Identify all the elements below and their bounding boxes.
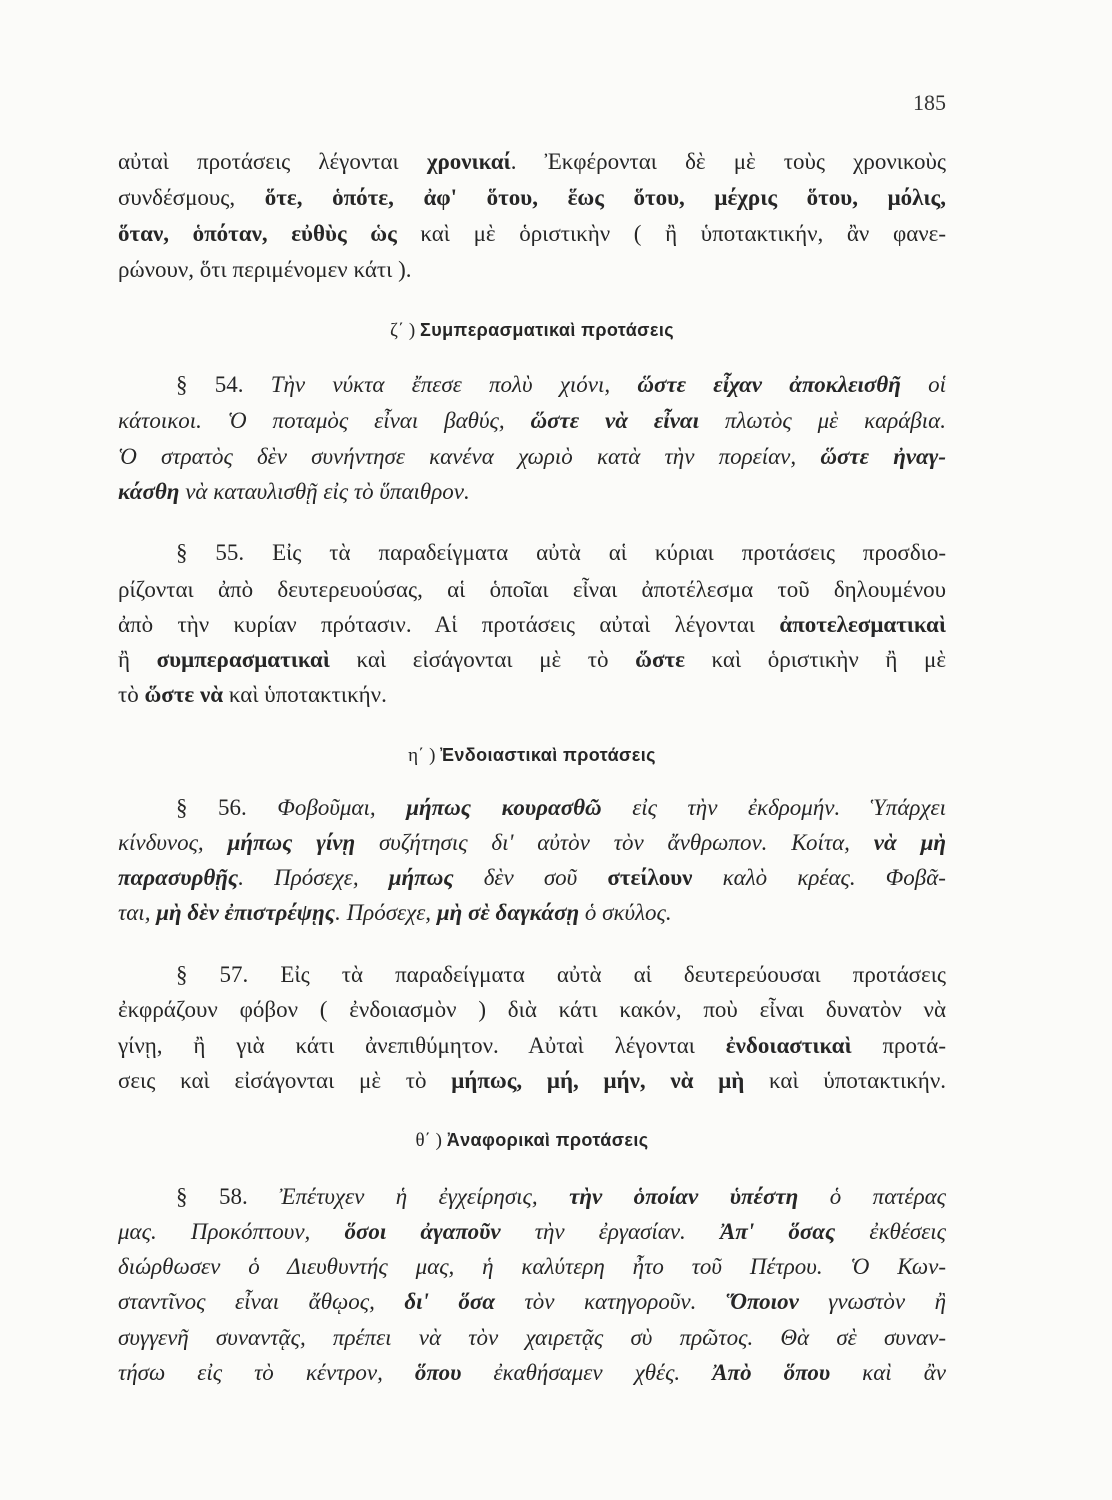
bold-term: ὅταν, ὁπόταν, εὐθὺς ὡς [118, 221, 397, 246]
bold-term: ὥστε [635, 647, 685, 672]
example-text: καὶ ἂν [830, 1360, 946, 1385]
bold-term: τὴν ὁποίαν ὑπέστη [569, 1184, 799, 1209]
bold-term: μήπως κουρασθῶ [406, 795, 602, 820]
text-line [118, 406, 946, 436]
text-run: γίνῃ, ἢ γιὰ κάτι ἀνεπιθύμητον. Αὐταὶ λέγονται [118, 1033, 726, 1058]
example-text: γνωστὸν ἢ [798, 1289, 946, 1314]
example-text: ὁ σκύλος. [579, 900, 672, 925]
text-line [118, 477, 946, 507]
text-run: . Ἐκφέρονται δὲ μὲ τοὺς χρονικοὺς [510, 149, 946, 174]
text-run: συνδέσμους, [118, 185, 265, 210]
text-run: ἀπὸ τὴν κυρίαν πρότασιν. Αἱ προτάσεις αὐταὶ λέγονται [118, 612, 780, 637]
example-text: κίνδυνος, [118, 830, 228, 855]
text-run: Εἰς τὰ παραδείγματα αὐτὰ αἱ κύριαι προτάσεις προσδιο- [272, 540, 947, 565]
heading-number: η΄ ) [408, 745, 441, 766]
example-text: τήσω εἰς τὸ κέντρον, [118, 1360, 415, 1385]
text-run: καὶ ὁριστικὴν ἢ μὲ [684, 647, 947, 672]
text-line [176, 538, 946, 568]
text-line [118, 255, 946, 285]
example-text: κάτοικοι. Ὁ ποταμὸς εἶναι βαθύς, [118, 408, 531, 433]
bold-term: ὅτε, ὁπότε, ἀφ' ὅτου, ἕως ὅτου, μέχρις ὅτου, μόλις, [264, 185, 946, 210]
text-line [176, 793, 946, 823]
bold-term: κάσθη [118, 479, 180, 504]
section-number: § 58. [176, 1184, 280, 1209]
example-text: ἐκθέσεις [835, 1219, 946, 1244]
text-run: καὶ ὑποτακτικήν. [744, 1068, 946, 1093]
bold-term: ὅσοι ἀγαποῦν [344, 1219, 501, 1244]
text-line [118, 645, 946, 675]
bold-term: χρονικαί [426, 149, 511, 174]
example-text: τὴν ἐργασίαν. [500, 1219, 720, 1244]
bold-term: μὴ σὲ δαγκάσῃ [436, 900, 580, 925]
text-line [118, 1066, 946, 1096]
text-line [118, 680, 946, 710]
text-line [118, 995, 946, 1025]
bold-term: συμπερασματικαὶ [156, 647, 330, 672]
text-line [118, 219, 946, 249]
text-line [176, 370, 946, 400]
text-line [118, 442, 946, 472]
text-line [118, 147, 946, 177]
text-line [118, 183, 946, 213]
text-line [118, 610, 946, 640]
example-text: δὲν σοῦ [453, 865, 608, 890]
bold-term: ὥστε νὰ [144, 682, 224, 707]
example-text: ται, [118, 900, 157, 925]
text-line [118, 828, 946, 858]
example-text: σταντῖνος εἶναι ἄθῳος, [118, 1289, 405, 1314]
heading-title: Συμπερασματικαὶ προτάσεις [420, 320, 674, 340]
example-text: μας. Προκόπτουν, [118, 1219, 345, 1244]
bold-term: στείλουν [607, 865, 693, 890]
bold-term: μήπως γίνῃ [227, 830, 356, 855]
bold-term: ὥστε ἠναγ- [820, 444, 946, 469]
example-text: ὁ πατέρας [798, 1184, 947, 1209]
text-line [118, 898, 946, 928]
text-line [118, 1358, 946, 1388]
bold-term: ὅπου [414, 1360, 462, 1385]
text-run: ἐκφράζουν φόβον ( ἐνδοιασμὸν ) διὰ κάτι κακόν, ποὺ εἶναι δυνατὸν νὰ [118, 997, 946, 1022]
bold-term: Ἀπ' ὅσας [719, 1219, 836, 1244]
section-number: § 55. [176, 540, 273, 565]
bold-term: ἀποτελεσματικαὶ [779, 612, 946, 637]
section-heading [118, 742, 946, 768]
section-number: § 57. [176, 962, 281, 987]
text-line [118, 575, 946, 605]
heading-number: ζ΄ ) [389, 320, 421, 341]
text-run: καὶ μὲ ὁριστικὴν ( ἢ ὑποτακτικήν, ἂν φανε- [396, 221, 946, 246]
bold-term: μὴ δὲν ἐπιστρέψῃς [156, 900, 336, 925]
bold-term: νὰ μὴ [873, 830, 947, 855]
text-line [118, 863, 946, 893]
example-text: οἱ [900, 372, 946, 397]
heading-number: θ΄ ) [415, 1130, 447, 1151]
heading-title: Ἀναφορικαὶ προτάσεις [446, 1130, 649, 1150]
example-text: συζήτησις δι' αὐτὸν τὸν ἄνθρωπον. Κοίτα, [355, 830, 874, 855]
heading-title: Ἐνδοιαστικαὶ προτάσεις [440, 745, 656, 765]
text-run: Εἰς τὰ παραδείγματα αὐτὰ αἱ δευτερεύουσαι προτάσεις [280, 962, 946, 987]
example-text: Ἐπέτυχεν ἡ ἐγχείρησις, [279, 1184, 570, 1209]
example-text: Τὴν νύκτα ἔπεσε πολὺ χιόνι, [270, 372, 638, 397]
bold-term: ὥστε εἶχαν ἀποκλεισθῆ [637, 372, 901, 397]
text-line [176, 1182, 946, 1212]
text-run: καὶ ὑποτακτικήν. [223, 682, 387, 707]
text-run: προτά- [851, 1033, 946, 1058]
bold-term: ὥστε νὰ εἶναι [530, 408, 700, 433]
text-run: καὶ εἰσάγονται μὲ τὸ [329, 647, 636, 672]
example-text: εἰς τὴν ἐκδρομήν. Ὑπάρχει [601, 795, 947, 820]
text-run: αὐταὶ προτάσεις λέγονται [118, 149, 427, 174]
text-line [118, 1031, 946, 1061]
text-run: ἢ [118, 647, 157, 672]
section-number: § 56. [176, 795, 278, 820]
bold-term: Ὅποιον [725, 1289, 799, 1314]
text-run: σεις καὶ εἰσάγονται μὲ τὸ [118, 1068, 452, 1093]
text-run: ρώνουν, ὅτι περιμένομεν κάτι ). [118, 257, 412, 282]
bold-term: Ἀπὸ ὅπου [712, 1360, 831, 1385]
bold-term: παρασυρθῇς [118, 865, 239, 890]
text-line [176, 960, 946, 990]
bold-term: δι' ὅσα [404, 1289, 496, 1314]
bold-term: μήπως [388, 865, 454, 890]
example-text: ἐκαθήσαμεν χθές. [461, 1360, 713, 1385]
text-line [118, 1287, 946, 1317]
text-run: τὸ [118, 682, 145, 707]
example-text: διώρθωσεν ὁ Διευθυντής μας, ἡ καλύτερη ἦτο τοῦ Πέτρου. Ὁ Κων- [118, 1254, 946, 1279]
text-line [118, 1323, 946, 1353]
bold-term: μήπως, μή, μήν, νὰ μὴ [451, 1068, 745, 1093]
example-text: Ὁ στρατὸς δὲν συνήντησε κανένα χωριὸ κατὰ τὴν πορείαν, [118, 444, 821, 469]
example-text: . Πρόσεχε, [238, 865, 389, 890]
bold-term: ἐνδοιαστικαὶ [725, 1033, 852, 1058]
example-text: Φοβοῦμαι, [277, 795, 407, 820]
section-number: § 54. [176, 372, 271, 397]
text-line [118, 1252, 946, 1282]
text-run: ρίζονται ἀπὸ δευτερευούσας, αἱ ὁποῖαι εἶναι ἀποτέλεσμα τοῦ δηλουμένου [118, 577, 946, 602]
example-text: καλὸ κρέας. Φοβᾶ- [692, 865, 946, 890]
example-text: τὸν κατηγοροῦν. [495, 1289, 726, 1314]
section-heading [118, 1127, 946, 1153]
section-heading [118, 317, 946, 343]
text-line [118, 1217, 946, 1247]
example-text: νὰ καταυλισθῇ εἰς τὸ ὕπαιθρον. [179, 479, 470, 504]
example-text: συγγενῆ συναντᾷς, πρέπει νὰ τὸν χαιρετᾷς σὺ πρῶτος. Θὰ σὲ συναν- [118, 1325, 946, 1350]
example-text: . Πρόσεχε, [335, 900, 437, 925]
page-number: 185 [913, 90, 946, 115]
example-text: πλωτὸς μὲ καράβια. [699, 408, 946, 433]
